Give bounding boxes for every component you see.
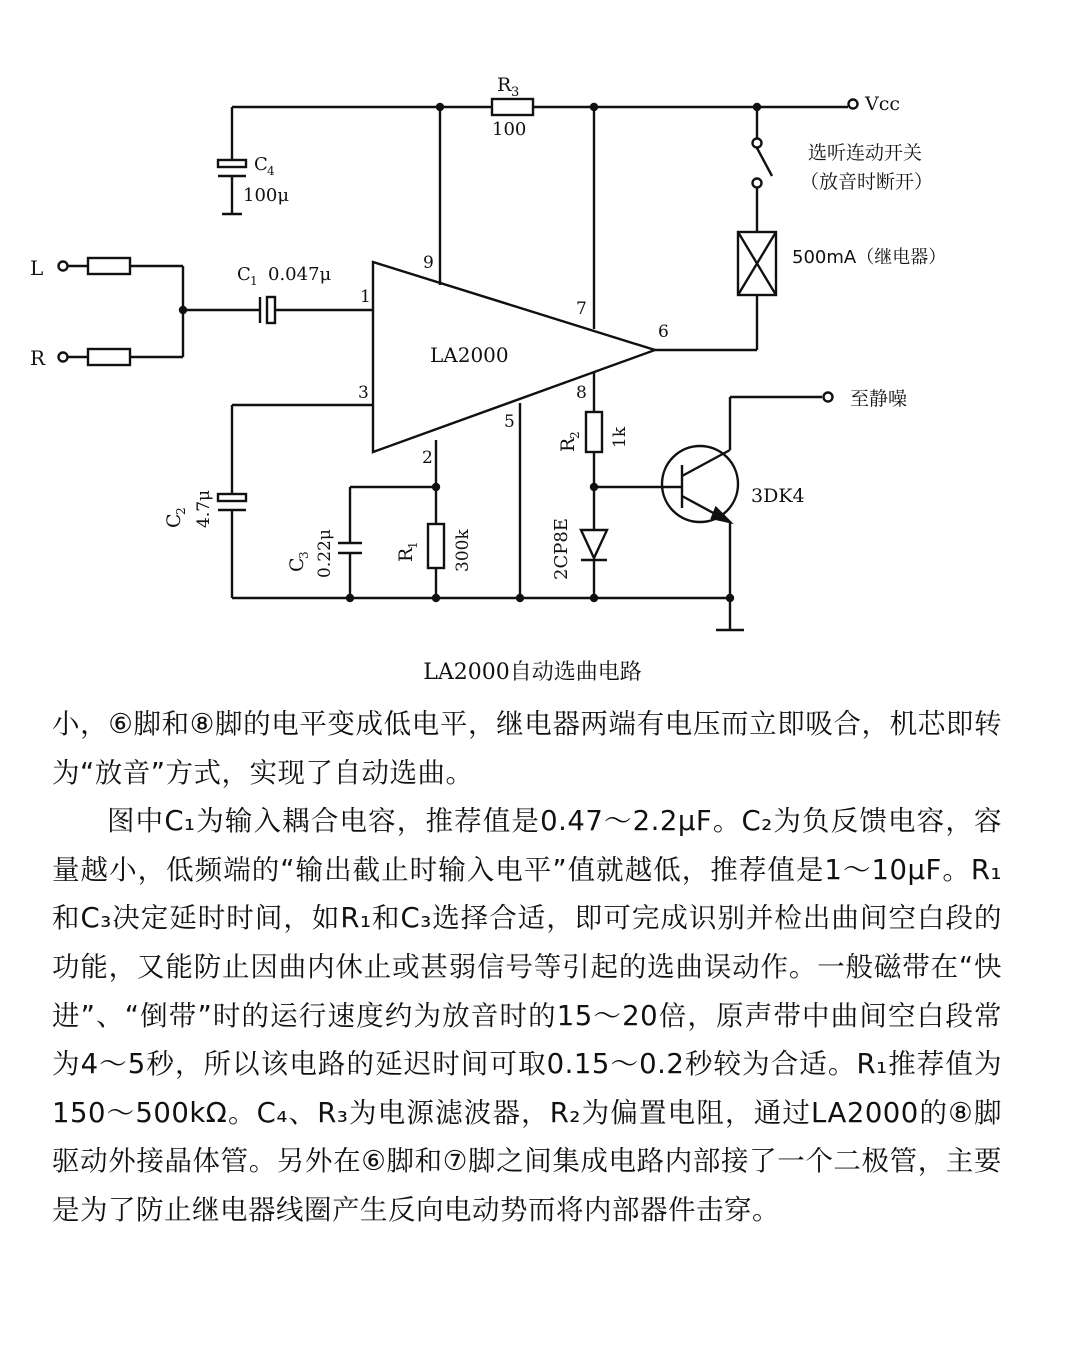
relay-label: 500mA（继电器） xyxy=(792,247,947,268)
c1-sub: 1 xyxy=(250,274,258,288)
r1-sub: 1 xyxy=(406,541,420,549)
pin7-label: 7 xyxy=(576,299,587,319)
c2-capacitor xyxy=(163,405,373,598)
pin8-label: 8 xyxy=(576,383,587,403)
chip-label: LA2000 xyxy=(430,343,509,367)
r3-sub: 3 xyxy=(511,85,520,100)
c1-capacitor xyxy=(237,264,373,323)
c3-sub: 3 xyxy=(297,551,311,559)
r3-resistor xyxy=(492,74,533,140)
body-text xyxy=(52,700,1002,1235)
switch-note: （放音时断开） xyxy=(800,171,934,193)
input-l-label: L xyxy=(30,256,44,280)
r1-label: R xyxy=(395,547,417,562)
pin8-network xyxy=(551,372,630,598)
c4-sub: 4 xyxy=(267,164,275,178)
pin3-label: 3 xyxy=(358,383,369,403)
transistor xyxy=(594,388,907,630)
vcc-label: Vcc xyxy=(865,93,901,115)
diode-label: 2CP8E xyxy=(551,518,572,580)
c1-label: C xyxy=(237,264,251,285)
paragraph-1: 小，⑥脚和⑧脚的电平变成低电平，继电器两端有电压而立即吸合，机芯即转为“放音”方式，实现了自动选曲。 xyxy=(52,708,1002,789)
c2-sub: 2 xyxy=(174,507,188,515)
r3-value: 100 xyxy=(492,119,527,140)
paragraph-2: 图中C₁为输入耦合电容，推荐值是0.47～2.2μF。C₂为负反馈电容，容量越小，低频端的“输出截止时输入电平”值就越低，推荐值是1～10μF。R₁和C₃决定延时时间，如R₁和C₃选择合适，即可完成识别并检出曲间空白段的功能，又能防止因曲内休止或甚弱信号等引起的选曲误动作。一般磁带在“快进”、“倒带”时的运行速度约为放音时的15～20倍，原声带中曲间空白段常为4～5秒，所以该电路的延迟时间可取0.15～0.2秒较为合适。R₁推荐值为150～500kΩ。C₄、R₃为电源滤波器，R₂为偏置电阻，通过LA2000的⑧脚驱动外接晶体管。另外在⑥脚和⑦脚之间集成电路内部接了一个二极管，主要是为了防止继电器线圈产生反向电动势而将内部器件击穿。 xyxy=(52,805,1002,1226)
input-r-label: R xyxy=(30,346,46,370)
r2-value: 1k xyxy=(610,426,630,448)
top-rail xyxy=(232,100,858,111)
c4-capacitor xyxy=(218,107,289,214)
switch-label: 选听连动开关 xyxy=(808,142,923,164)
r2-label: R xyxy=(557,437,579,452)
c2-value: 4.7μ xyxy=(194,489,214,528)
pin5-label: 5 xyxy=(504,412,515,432)
switch xyxy=(753,107,934,232)
inputs xyxy=(30,256,260,370)
r3-label: R xyxy=(497,74,512,96)
pin9-label: 9 xyxy=(423,253,434,273)
c1-value: 0.047μ xyxy=(268,264,332,285)
c3-value: 0.22μ xyxy=(315,529,335,578)
transistor-label: 3DK4 xyxy=(751,485,805,507)
c4-label: C xyxy=(254,154,268,175)
c3-label: C xyxy=(286,557,308,572)
ground-rail xyxy=(232,595,744,630)
c2-label: C xyxy=(163,513,185,528)
relay xyxy=(655,232,946,350)
pin6-label: 6 xyxy=(658,322,669,342)
figure-caption: LA2000自动选曲电路 xyxy=(423,660,642,685)
output-label: 至静噪 xyxy=(850,388,908,410)
pin1-label: 1 xyxy=(360,287,371,307)
pin2-label: 2 xyxy=(422,448,433,468)
r2-sub: 2 xyxy=(568,431,582,439)
pin2-network xyxy=(286,440,473,598)
r1-value: 300k xyxy=(453,529,473,572)
c4-value: 100μ xyxy=(243,185,290,206)
